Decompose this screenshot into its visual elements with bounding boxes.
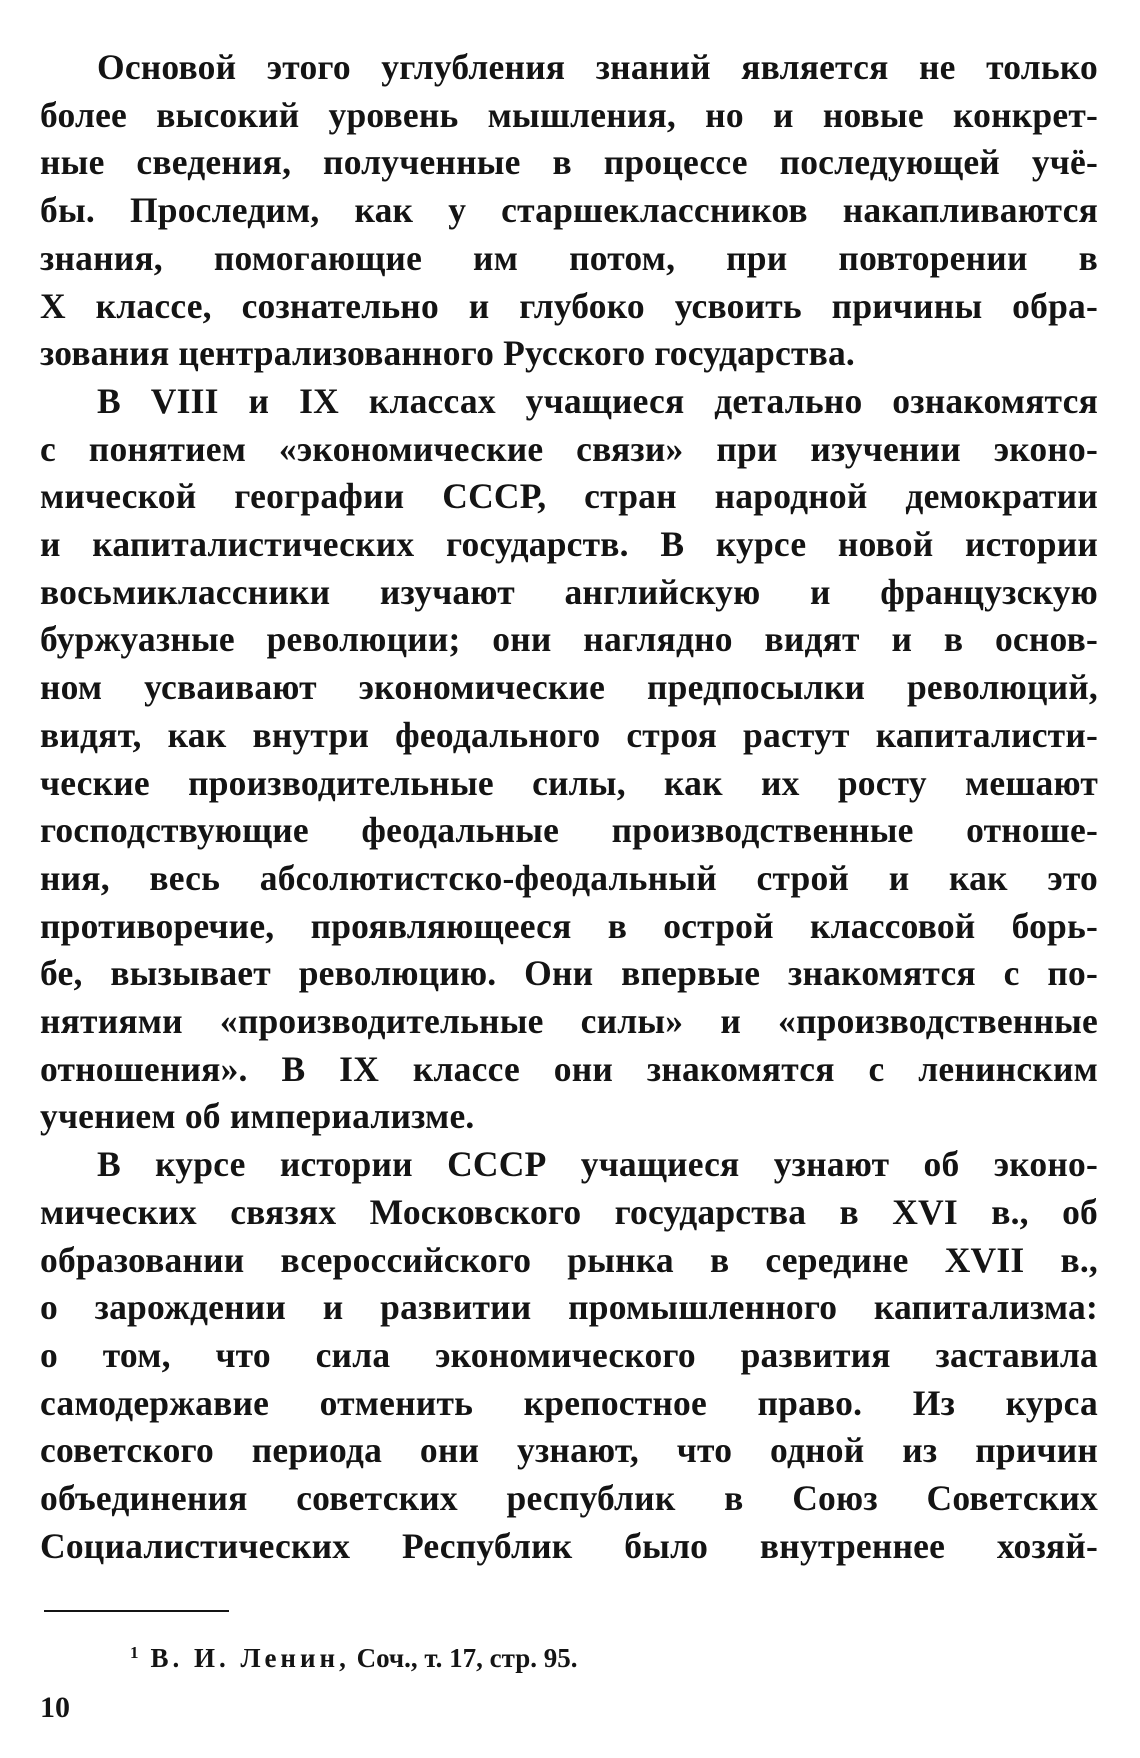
text-line: самодержавие отменить крепостное право. Из курса (40, 1382, 1098, 1423)
text-line: зования централизованного Русского государства. (40, 333, 855, 374)
text-line: отношения». В IX классе они знакомятся с ленинским (40, 1048, 1098, 1089)
text-line: ния, весь абсолютистско-феодальный строй и как это (40, 857, 1098, 898)
paragraph-3 (40, 1141, 1098, 1570)
text-line: о том, что сила экономического развития заставила (40, 1334, 1098, 1375)
footnote-divider (44, 1610, 229, 1612)
text-line: ном усваивают экономические предпосылки революций, (40, 667, 1098, 708)
text-line: противоречие, проявляющееся в острой классовой борь- (40, 905, 1098, 946)
paragraph-1 (40, 44, 1098, 378)
text-line: мической географии СССР, стран народной демократии (40, 476, 1098, 517)
footnote-source: Соч., т. 17, стр. 95. (356, 1643, 578, 1673)
text-line: X классе, сознательно и глубоко усвоить причины обра- (40, 285, 1098, 326)
paragraph-2 (40, 378, 1098, 1141)
text-line: объединения советских республик в Союз Советских (40, 1478, 1098, 1519)
text-line: бы. Проследим, как у старшеклассников накапливаются (40, 190, 1098, 231)
text-line: мических связях Московского государства в XVI в., об (40, 1191, 1098, 1232)
text-line: В курсе истории СССР учащиеся узнают об эконо- (97, 1144, 1098, 1185)
text-line: знания, помогающие им потом, при повторении в (40, 237, 1098, 278)
main-text (40, 44, 1098, 1571)
text-line: буржуазные революции; они наглядно видят и в основ- (40, 619, 1098, 660)
text-line: Основой этого углубления знаний является не только (97, 47, 1098, 87)
text-line: учением об империализме. (40, 1096, 475, 1137)
text-line: видят, как внутри феодального строя растут капиталисти- (40, 714, 1098, 755)
text-line: более высокий уровень мышления, но и новые конкрет- (40, 94, 1098, 135)
text-line: и капиталистических государств. В курсе новой истории (40, 524, 1098, 565)
text-line: образовании всероссийского рынка в середине XVII в., (40, 1239, 1098, 1280)
text-line: с понятием «экономические связи» при изучении эконо- (40, 428, 1098, 469)
text-line: бе, вызывает революцию. Они впервые знакомятся с по- (40, 953, 1098, 994)
text-line: советского периода они узнают, что одной из причин (40, 1430, 1098, 1471)
footnote (130, 1636, 577, 1675)
text-line: Социалистических Республик было внутреннее хозяй- (40, 1525, 1098, 1566)
text-line: В VIII и IX классах учащиеся детально ознакомятся (97, 380, 1098, 421)
text-line: ческие производительные силы, как их росту мешают (40, 762, 1098, 803)
text-line: восьмиклассники изучают английскую и французскую (40, 571, 1098, 612)
footnote-author: В. И. Ленин, (150, 1643, 350, 1673)
footnote-mark: 1 (130, 1643, 139, 1662)
text-line: нятиями «производительные силы» и «производственные (40, 1001, 1098, 1042)
text-line: о зарождении и развитии промышленного капитализма: (40, 1287, 1098, 1328)
text-line: господствующие феодальные производственные отноше- (40, 810, 1098, 851)
text-line: ные сведения, полученные в процессе последующей учё- (40, 142, 1098, 183)
page-number: 10 (40, 1691, 70, 1724)
